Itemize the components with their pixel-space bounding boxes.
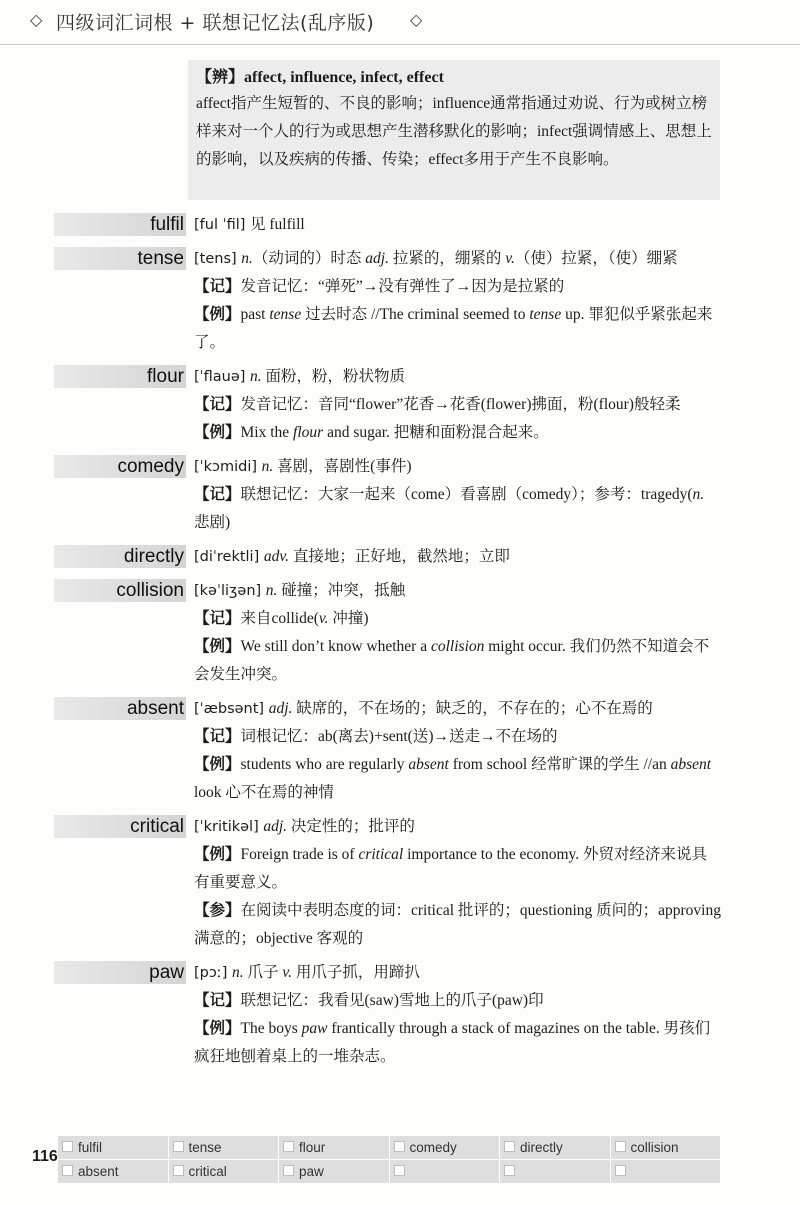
review-word: collision [630,1140,679,1155]
italic-text: v. [318,610,329,627]
section-tag: 【例】 [194,1020,241,1037]
note-body: affect指产生短暂的、不良的影响；influence通常指通过劝说、行为或树立榜样来对一个人的行为或思想产生潜移默化的影响；infect强调情感上、思想上的影响，以及疾病的传播、传染；effect多用于产生不良影响。 [196,95,712,168]
phonetic: [ˈæbsənt] [194,701,269,717]
entry-content [194,245,722,357]
definition-line [194,695,722,723]
entry-content [194,695,722,807]
page-number: 116 [32,1148,58,1165]
section-tag: 【记】 [194,992,241,1009]
text-segment: 发音记忆：音同“flower”花香→花香(flower)拂面，粉(flour)般轻柔 [240,396,681,413]
text-segment: We still don’t know whether a [240,638,431,655]
text-segment: up. 罪犯似乎紧张起来了。 [194,306,713,351]
section-tag: 【例】 [194,306,241,323]
section-tag: 【记】 [194,396,241,413]
text-segment: and sugar. 把糖和面粉混合起来。 [323,424,549,441]
review-cell [169,1136,279,1159]
checkbox-icon [615,1141,626,1152]
headword-bar [54,961,186,984]
review-word: directly [520,1140,563,1155]
headword-bar [54,247,186,270]
headword: paw [149,962,184,983]
italic-text: adj. [365,250,389,267]
phonetic: [ˈkritikəl] [194,819,264,835]
text-segment: from school 经常旷课的学生 //an [448,756,671,773]
word-entry [0,363,800,447]
review-cell [279,1136,389,1159]
review-cell [279,1160,389,1183]
entry-content [194,211,722,239]
review-cell [611,1160,721,1183]
phonetic: [tens] [194,251,242,267]
entry-line [194,605,722,633]
entry-line [194,273,722,301]
text-segment: 冲撞) [328,610,369,627]
section-tag: 【记】 [194,728,241,745]
section-tag: 【例】 [194,756,241,773]
text-segment: 词根记忆：ab(离去)+sent(送)→送走→不在场的 [240,728,558,745]
italic-text: adj. [268,700,293,717]
note-headword: affect, influence, infect, effect [244,69,444,86]
entry-content [194,543,722,571]
diamond-icon: ◇ [30,10,43,29]
review-cell [611,1136,721,1159]
entry-line [194,301,722,357]
section-tag: 【例】 [194,424,241,441]
definition-line [194,577,722,605]
text-segment: past [240,306,270,323]
section-tag: 【例】 [194,846,241,863]
italic-text: v. [282,964,292,981]
text-segment: 拉紧的，绷紧的 [388,250,506,267]
italic-text: absent [408,756,449,773]
review-word: fulfil [78,1140,103,1155]
italic-text: n. [692,486,705,503]
text-segment: look 心不在焉的神情 [194,784,334,801]
section-tag: 【记】 [194,610,241,627]
italic-text: flour [293,424,324,441]
headword: critical [130,816,184,837]
entry-line [194,897,722,953]
text-segment: 发音记忆：“弹死”→没有弹性了→因为是拉紧的 [240,278,565,295]
definition-line [194,211,722,239]
phonetic: [ˈflauə] [194,369,251,385]
italic-text: tense [529,306,562,323]
review-word: tense [188,1140,222,1155]
page-header [0,0,800,45]
entry-content [194,363,722,447]
entry-list [0,211,800,1077]
entry-content [194,813,722,953]
checkbox-icon [504,1141,515,1152]
definition-line [194,543,722,571]
usage-note [188,60,720,200]
checkbox-icon [283,1141,294,1152]
text-segment: 决定性的；批评的 [287,818,415,835]
text-segment: 直接地；正好地，截然地；立即 [288,548,510,565]
checkbox-icon [394,1165,405,1176]
headword-bar [54,545,186,568]
headword-bar [54,579,186,602]
review-word: paw [299,1164,324,1179]
text-segment: Mix the [240,424,294,441]
word-entry [0,211,800,239]
checkbox-icon [62,1165,73,1176]
review-word: critical [188,1164,227,1179]
italic-text: paw [301,1020,328,1037]
text-segment: （动词的）时态 [252,250,366,267]
italic-text: collision [430,638,485,655]
italic-text: adj. [263,818,288,835]
review-word: comedy [409,1140,457,1155]
checkbox-icon [283,1165,294,1176]
word-entry [0,543,800,571]
phonetic: [diˈrektli] [194,549,264,565]
checkbox-icon [615,1165,626,1176]
italic-text: absent [670,756,712,773]
section-tag: 【记】 [194,486,241,503]
checkbox-icon [173,1165,184,1176]
italic-text: n. [261,458,274,475]
page-footer [0,1130,800,1190]
word-entry [0,245,800,357]
review-cell [58,1160,168,1183]
review-cell [500,1136,610,1159]
headword: fulfil [150,214,184,235]
definition-line [194,363,722,391]
italic-text: critical [358,846,404,863]
word-entry [0,453,800,537]
text-segment: 见 fulfill [250,216,305,233]
italic-text: n. [250,368,262,385]
checkbox-icon [504,1165,515,1176]
phonetic: [ˈkɔmidi] [194,459,262,475]
italic-text: n. [265,582,278,599]
review-cell [58,1136,168,1159]
definition-line [194,453,722,481]
entry-line [194,419,722,447]
text-segment: might occur. 我们仍然不知道会不会发生冲突。 [194,638,710,683]
entry-line [194,841,722,897]
text-segment: 来自collide( [240,610,319,627]
word-entry [0,695,800,807]
note-heading [196,66,712,90]
entry-line [194,391,722,419]
text-segment: 缺席的，不在场的；缺乏的，不存在的；心不在焉的 [292,700,653,717]
headword-bar [54,455,186,478]
text-segment: 联想记忆：我看见(saw)雪地上的爪子(paw)印 [240,992,544,1009]
checkbox-icon [394,1141,405,1152]
italic-text: tense [269,306,302,323]
review-cell [169,1160,279,1183]
headword: tense [137,248,184,269]
section-tag: 【记】 [194,278,241,295]
review-checklist [58,1136,720,1183]
word-entry [0,577,800,689]
diamond-icon: ◇ [410,10,423,29]
entry-content [194,453,722,537]
text-segment: Foreign trade is of [240,846,359,863]
text-segment: 面粉，粉，粉状物质 [261,368,406,385]
entry-line [194,723,722,751]
headword: directly [123,546,184,567]
entry-line [194,987,722,1015]
entry-line [194,633,722,689]
headword: flour [147,366,184,387]
phonetic: [kəˈliʒən] [194,583,266,599]
text-segment: 碰撞；冲突，抵触 [277,582,406,599]
headword: collision [116,580,184,601]
book-title: 四级词汇词根 + 联想记忆法(乱序版) [56,12,375,34]
text-segment: （使）拉紧，（使）绷紧 [514,250,678,267]
italic-text: n. [241,250,253,267]
entry-content [194,959,722,1071]
text-segment: importance to the economy. 外贸对经济来说具有重要意义。 [194,846,708,891]
review-cell [390,1136,500,1159]
review-word: flour [299,1140,326,1155]
text-segment: 爪子 [243,964,283,981]
text-segment: students who are regularly [240,756,409,773]
definition-line [194,813,722,841]
entry-line [194,481,722,537]
entry-content [194,577,722,689]
definition-line [194,959,722,987]
review-word: absent [78,1164,119,1179]
word-entry [0,813,800,953]
checkbox-icon [173,1141,184,1152]
note-tag: 【辨】 [196,69,245,86]
headword: absent [126,698,184,719]
review-cell [500,1160,610,1183]
word-entry [0,959,800,1071]
checkbox-icon [62,1141,73,1152]
headword-bar [54,365,186,388]
text-segment: The boys [240,1020,302,1037]
section-tag: 【例】 [194,638,241,655]
entry-line [194,1015,722,1071]
text-segment: 过去时态 //The criminal seemed to [301,306,530,323]
entry-line [194,751,722,807]
italic-text: n. [231,964,244,981]
definition-line [194,245,722,273]
phonetic: [pɔː] [194,965,232,981]
text-segment: 喜剧，喜剧性(事件) [273,458,412,475]
headword-bar [54,213,186,236]
headword-bar [54,815,186,838]
italic-text: v. [505,250,515,267]
phonetic: [ful ˈfil] [194,217,251,233]
headword-bar [54,697,186,720]
review-cell [390,1160,500,1183]
headword: comedy [117,456,184,477]
section-tag: 【参】 [194,902,241,919]
text-segment: 悲剧) [194,514,231,531]
text-segment: 用爪子抓，用蹄扒 [291,964,420,981]
italic-text: adv. [263,548,289,565]
text-segment: 在阅读中表明态度的词：critical 批评的；questioning 质问的；approving 满意的；objective 客观的 [194,902,721,947]
text-segment: frantically through a stack of magazines on the table. 男孩们疯狂地刨着桌上的一堆杂志。 [194,1020,711,1065]
text-segment: 联想记忆：大家一起来（come）看喜剧（comedy）；参考：tragedy( [240,486,693,503]
